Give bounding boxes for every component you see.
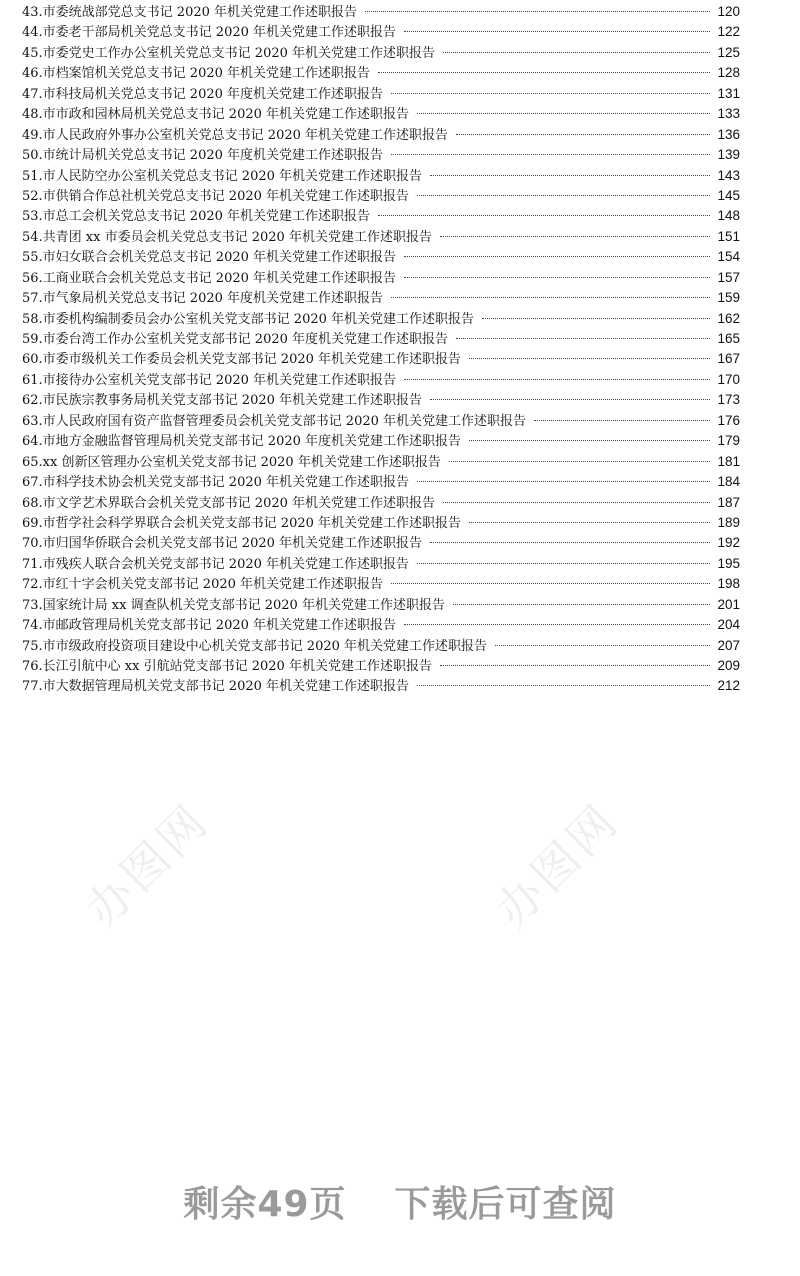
toc-entry[interactable] (22, 390, 740, 410)
toc-dot-leader (495, 645, 710, 646)
toc-entry-page-number: 204 (717, 617, 740, 633)
toc-entry-title: 72.市红十字会机关党支部书记 2020 年机关党建工作述职报告 (22, 577, 384, 593)
toc-dot-leader (417, 195, 710, 196)
toc-entry[interactable] (22, 574, 740, 594)
toc-entry-page-number: 145 (717, 187, 740, 203)
toc-dot-leader (417, 113, 710, 114)
toc-entry[interactable] (22, 22, 740, 42)
toc-entry[interactable] (22, 2, 740, 22)
toc-entry[interactable] (22, 636, 740, 656)
toc-entry-page-number: 201 (717, 596, 740, 612)
toc-entry-page-number: 125 (717, 44, 740, 60)
toc-entry[interactable] (22, 288, 740, 308)
toc-dot-leader (440, 665, 710, 666)
toc-entry-page-number: 212 (717, 678, 740, 694)
toc-dot-leader (417, 481, 710, 482)
toc-dot-leader (391, 93, 710, 94)
toc-entry[interactable] (22, 206, 740, 226)
toc-dot-leader (404, 277, 710, 278)
toc-entry-page-number: 167 (717, 351, 740, 367)
toc-entry[interactable] (22, 63, 740, 83)
toc-entry-title: 50.市统计局机关党总支书记 2020 年度机关党建工作述职报告 (22, 148, 384, 164)
toc-dot-leader (365, 11, 710, 12)
toc-entry[interactable] (22, 166, 740, 186)
toc-entry[interactable] (22, 533, 740, 553)
toc-dot-leader (430, 399, 710, 400)
toc-entry-title: 67.市科学技术协会机关党支部书记 2020 年机关党建工作述职报告 (22, 475, 410, 491)
toc-entry-title: 56.工商业联合会机关党总支书记 2020 年机关党建工作述职报告 (22, 270, 397, 286)
toc-entry-title: 59.市委台湾工作办公室机关党支部书记 2020 年度机关党建工作述职报告 (22, 332, 449, 347)
toc-dot-leader (378, 72, 710, 73)
toc-entry[interactable] (22, 595, 740, 615)
toc-entry[interactable] (22, 554, 740, 574)
toc-entry-title: 43.市委统战部党总支书记 2020 年机关党建工作述职报告 (22, 5, 358, 20)
toc-entry[interactable] (22, 370, 740, 390)
toc-entry[interactable] (22, 431, 740, 451)
toc-entry-title: 51.市人民防空办公室机关党总支书记 2020 年机关党建工作述职报告 (22, 168, 423, 184)
watermark-left: 办图网 (74, 792, 220, 938)
toc-entry[interactable] (22, 186, 740, 206)
toc-entry[interactable] (22, 513, 740, 533)
toc-entry-title: 54.共青团 xx 市委员会机关党总支书记 2020 年机关党建工作述职报告 (22, 229, 432, 245)
toc-entry[interactable] (22, 309, 740, 329)
toc-dot-leader (469, 440, 710, 441)
toc-dot-leader (404, 624, 710, 625)
toc-entry-page-number: 139 (717, 147, 740, 163)
toc-entry[interactable] (22, 472, 740, 492)
toc-entry[interactable] (22, 452, 740, 472)
download-to-view-text: 下载后可查阅 (394, 1184, 617, 1225)
toc-entry-page-number: 154 (717, 249, 740, 265)
toc-entry-title: 65.xx 创新区管理办公室机关党支部书记 2020 年机关党建工作述职报告 (22, 454, 441, 470)
toc-dot-leader (391, 154, 710, 155)
toc-dot-leader (443, 52, 710, 53)
toc-entry-title: 73.国家统计局 xx 调查队机关党支部书记 2020 年机关党建工作述职报告 (22, 597, 445, 613)
toc-entry[interactable] (22, 247, 740, 267)
watermark-right: 办图网 (484, 792, 630, 938)
toc-entry-title: 47.市科技局机关党总支书记 2020 年度机关党建工作述职报告 (22, 86, 384, 102)
toc-entry-page-number: 173 (717, 392, 740, 408)
toc-entry-page-number: 184 (717, 474, 740, 490)
toc-entry[interactable] (22, 84, 740, 104)
toc-entry[interactable] (22, 104, 740, 124)
toc-dot-leader (404, 256, 710, 257)
toc-entry-title: 61.市接待办公室机关党支部书记 2020 年机关党建工作述职报告 (22, 372, 397, 388)
toc-entry[interactable] (22, 145, 740, 165)
toc-entry-page-number: 165 (717, 331, 740, 346)
toc-entry-title: 57.市气象局机关党总支书记 2020 年度机关党建工作述职报告 (22, 291, 384, 307)
toc-entry[interactable] (22, 43, 740, 63)
toc-entry-page-number: 157 (717, 269, 740, 285)
toc-entry-title: 58.市委机构编制委员会办公室机关党支部书记 2020 年机关党建工作述职报告 (22, 311, 475, 327)
toc-dot-leader (391, 583, 710, 584)
toc-entry-title: 69.市哲学社会科学界联合会机关党支部书记 2020 年机关党建工作述职报告 (22, 515, 462, 531)
toc-entry-page-number: 176 (717, 412, 740, 428)
toc-entry-page-number: 187 (717, 494, 740, 510)
toc-entry-title: 71.市残疾人联合会机关党支部书记 2020 年机关党建工作述职报告 (22, 556, 410, 572)
toc-dot-leader (378, 215, 710, 216)
toc-entry-page-number: 189 (717, 514, 740, 530)
toc-entry[interactable] (22, 268, 740, 288)
toc-dot-leader (449, 461, 710, 462)
toc-dot-leader (456, 134, 710, 135)
toc-entry-page-number: 198 (717, 576, 740, 592)
toc-entry-page-number: 181 (717, 453, 740, 469)
toc-entry-title: 46.市档案馆机关党总支书记 2020 年机关党建工作述职报告 (22, 66, 371, 82)
toc-entry-title: 77.市大数据管理局机关党支部书记 2020 年机关党建工作述职报告 (22, 679, 410, 695)
toc-entry[interactable] (22, 411, 740, 431)
toc-entry-title: 45.市委党史工作办公室机关党总支书记 2020 年机关党建工作述职报告 (22, 45, 436, 61)
toc-entry-title: 62.市民族宗教事务局机关党支部书记 2020 年机关党建工作述职报告 (22, 393, 423, 409)
toc-dot-leader (440, 236, 710, 237)
toc-dot-leader (469, 522, 710, 523)
table-of-contents (22, 2, 740, 697)
toc-dot-leader (456, 338, 710, 339)
toc-entry-title: 55.市妇女联合会机关党总支书记 2020 年机关党建工作述职报告 (22, 250, 397, 266)
toc-entry-title: 44.市委老干部局机关党总支书记 2020 年机关党建工作述职报告 (22, 25, 397, 41)
toc-entry-title: 76.长江引航中心 xx 引航站党支部书记 2020 年机关党建工作述职报告 (22, 659, 432, 674)
toc-entry-page-number: 151 (717, 228, 740, 244)
toc-dot-leader (469, 358, 710, 359)
toc-entry-title: 74.市邮政管理局机关党支部书记 2020 年机关党建工作述职报告 (22, 618, 397, 634)
toc-entry-title: 64.市地方金融监督管理局机关党支部书记 2020 年度机关党建工作述职报告 (22, 434, 462, 450)
toc-entry-page-number: 143 (717, 167, 740, 183)
toc-dot-leader (404, 379, 710, 380)
toc-dot-leader (453, 604, 710, 605)
toc-entry-title: 53.市总工会机关党总支书记 2020 年机关党建工作述职报告 (22, 209, 371, 225)
toc-entry-page-number: 162 (717, 310, 740, 326)
toc-entry-title: 63.市人民政府国有资产监督管理委员会机关党支部书记 2020 年机关党建工作述职报告 (22, 413, 527, 429)
toc-entry-title: 60.市委市级机关工作委员会机关党支部书记 2020 年机关党建工作述职报告 (22, 352, 462, 368)
toc-entry-page-number: 179 (717, 433, 740, 449)
toc-dot-leader (417, 685, 710, 686)
toc-dot-leader (404, 31, 710, 32)
download-prompt[interactable] (0, 1176, 800, 1227)
toc-entry-title: 70.市归国华侨联合会机关党支部书记 2020 年机关党建工作述职报告 (22, 536, 423, 552)
toc-dot-leader (417, 563, 710, 564)
toc-entry-page-number: 122 (717, 24, 740, 40)
toc-entry-page-number: 133 (717, 106, 740, 122)
toc-dot-leader (391, 297, 710, 298)
toc-entry-title: 68.市文学艺术界联合会机关党支部书记 2020 年机关党建工作述职报告 (22, 495, 436, 511)
toc-entry-page-number: 136 (717, 126, 740, 142)
toc-entry-title: 48.市市政和园林局机关党总支书记 2020 年机关党建工作述职报告 (22, 107, 410, 123)
toc-entry[interactable] (22, 349, 740, 369)
toc-entry-page-number: 159 (717, 290, 740, 306)
toc-entry[interactable] (22, 125, 740, 145)
toc-entry-page-number: 192 (717, 535, 740, 551)
toc-entry[interactable] (22, 615, 740, 635)
toc-dot-leader (430, 175, 710, 176)
toc-dot-leader (482, 318, 710, 319)
toc-entry-page-number: 148 (717, 208, 740, 224)
toc-dot-leader (443, 502, 710, 503)
toc-entry-title: 52.市供销合作总社机关党总支书记 2020 年机关党建工作述职报告 (22, 188, 410, 204)
toc-entry-page-number: 195 (717, 555, 740, 571)
toc-entry-page-number: 207 (717, 637, 740, 653)
toc-entry[interactable] (22, 656, 740, 676)
toc-entry-page-number: 131 (717, 85, 740, 101)
toc-entry-page-number: 120 (717, 4, 740, 19)
toc-dot-leader (430, 542, 710, 543)
toc-entry-title: 49.市人民政府外事办公室机关党总支书记 2020 年机关党建工作述职报告 (22, 127, 449, 143)
toc-entry[interactable] (22, 227, 740, 247)
toc-entry-title: 75.市市级政府投资项目建设中心机关党支部书记 2020 年机关党建工作述职报告 (22, 638, 488, 654)
toc-entry[interactable] (22, 493, 740, 513)
toc-entry[interactable] (22, 329, 740, 349)
toc-entry-page-number: 209 (717, 658, 740, 673)
toc-dot-leader (534, 420, 710, 421)
toc-entry[interactable] (22, 676, 740, 696)
toc-entry-page-number: 170 (717, 371, 740, 387)
remaining-pages-text: 剩余49页 (183, 1184, 347, 1225)
toc-entry-page-number: 128 (717, 65, 740, 81)
